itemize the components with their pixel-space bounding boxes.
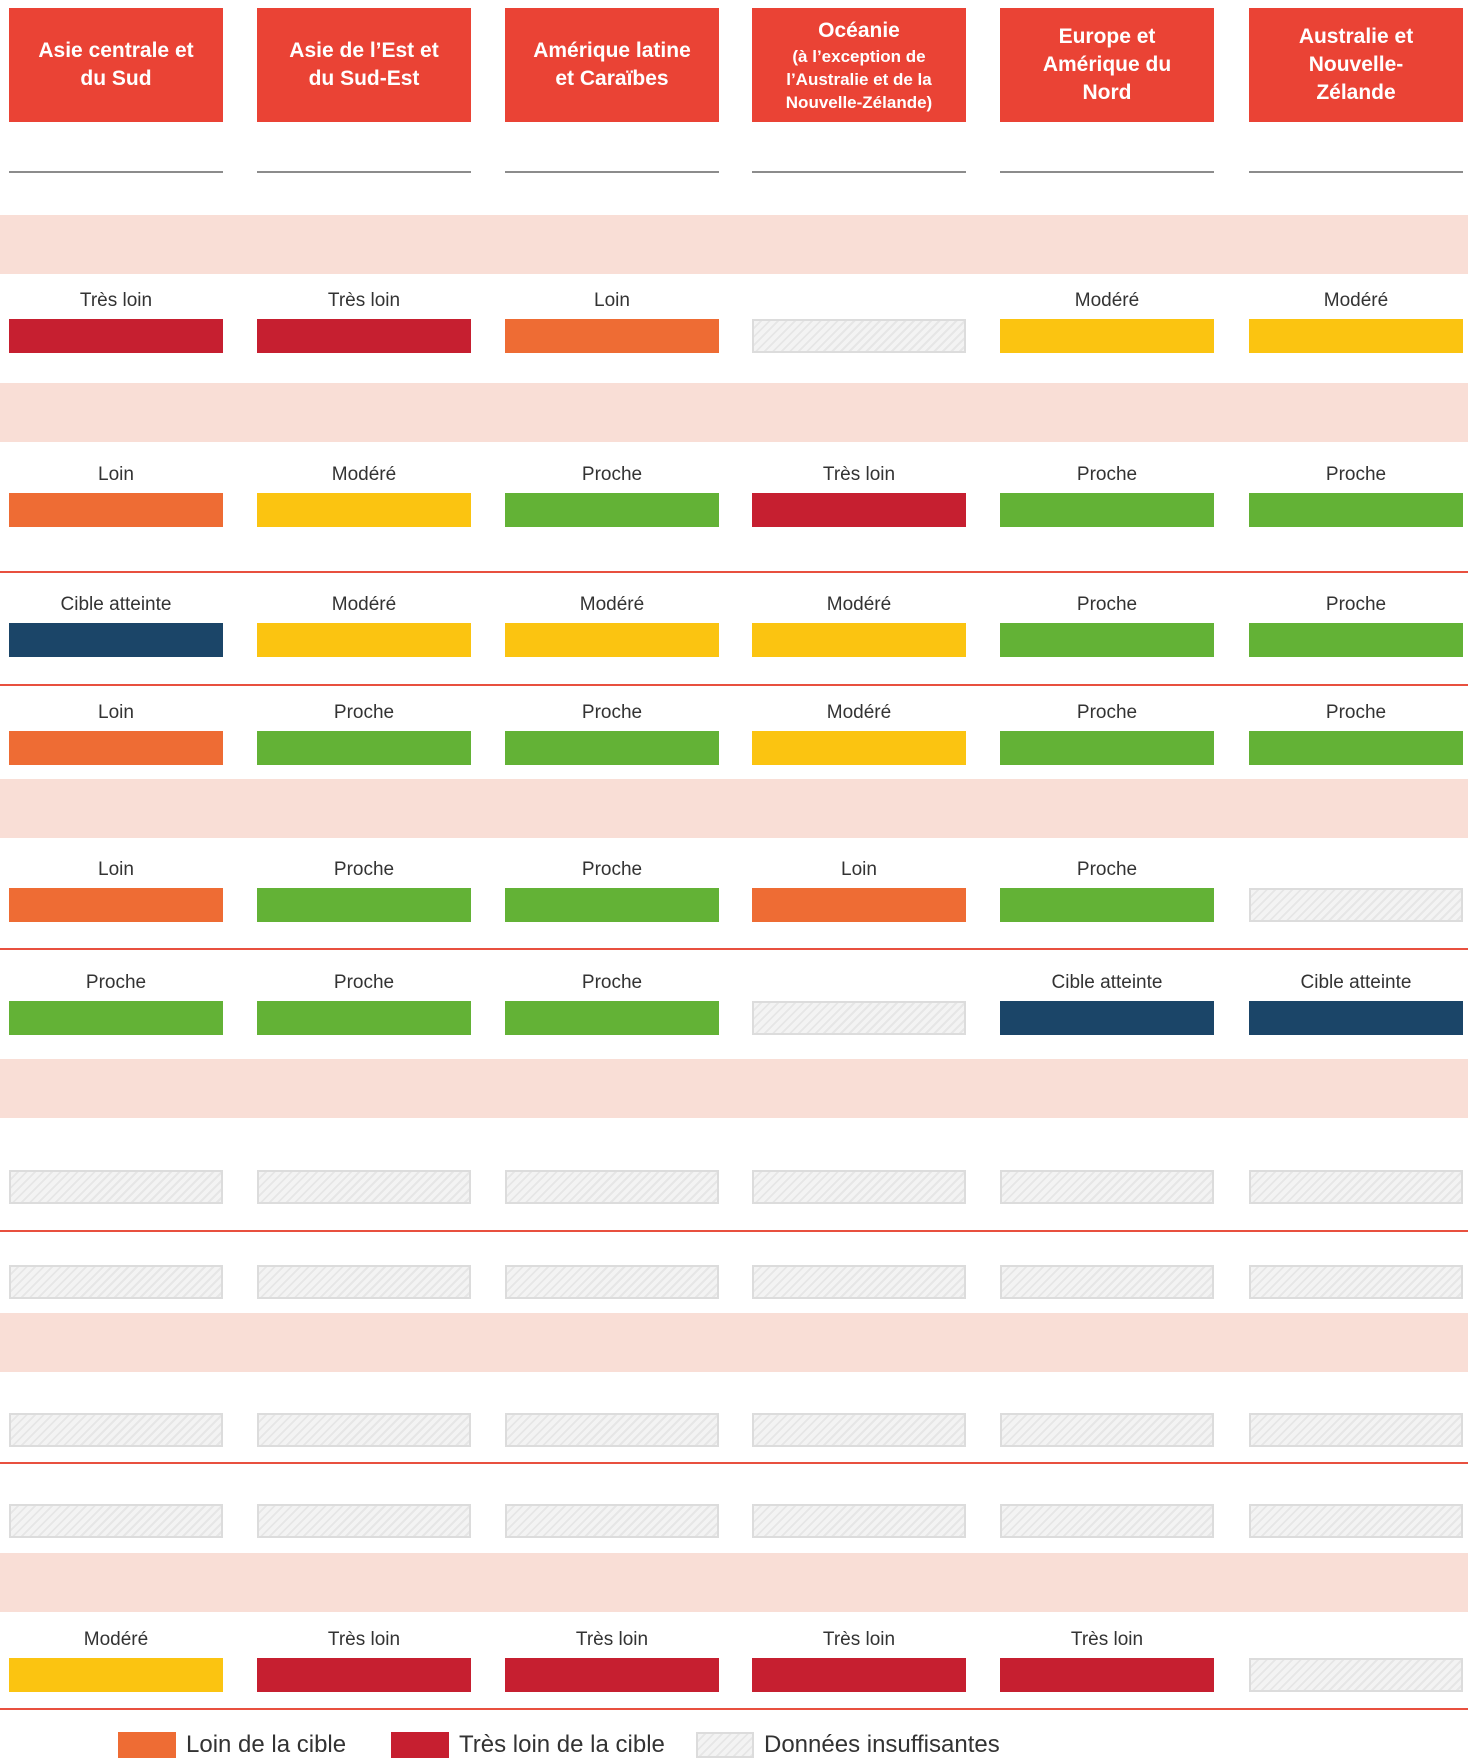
status-bar xyxy=(505,1170,719,1204)
status-bar xyxy=(9,623,223,657)
status-bar xyxy=(257,1504,471,1538)
column-header-line: Amérique latine xyxy=(533,39,691,62)
column-header-line: Amérique du xyxy=(1042,53,1172,76)
legend-swatch xyxy=(391,1732,449,1758)
status-label: Proche xyxy=(85,972,147,993)
column-header-line: Nouvelle-Zélande) xyxy=(785,92,933,112)
column-header-title: Océanie xyxy=(818,18,900,42)
status-label: Proche xyxy=(1076,594,1138,615)
status-bar xyxy=(257,493,471,527)
status-bar xyxy=(752,888,966,922)
status-bar xyxy=(752,493,966,527)
status-bar xyxy=(1249,731,1463,765)
status-label: Proche xyxy=(1325,702,1387,723)
status-label: Proche xyxy=(581,859,643,880)
status-bar xyxy=(9,1265,223,1299)
status-bar xyxy=(752,1001,966,1035)
column-header-line: du Sud-Est xyxy=(308,67,420,90)
status-bar xyxy=(1000,1413,1214,1447)
status-bar xyxy=(1000,1265,1214,1299)
status-label: Cible atteinte xyxy=(60,594,172,615)
status-label: Proche xyxy=(1325,464,1387,485)
status-bar xyxy=(257,888,471,922)
legend-item xyxy=(696,1732,1000,1758)
status-bar xyxy=(257,1265,471,1299)
status-bar xyxy=(1000,1170,1214,1204)
column-header-line: Nord xyxy=(1082,81,1132,104)
status-bar xyxy=(505,1658,719,1692)
status-bar xyxy=(257,731,471,765)
status-label: Très loin xyxy=(822,464,896,485)
status-bar xyxy=(505,1265,719,1299)
status-label: Proche xyxy=(1076,859,1138,880)
status-bar xyxy=(9,1170,223,1204)
status-label: Loin xyxy=(98,702,134,723)
status-bar xyxy=(1249,888,1463,922)
status-bar xyxy=(505,1504,719,1538)
legend-label: Loin de la cible xyxy=(186,1731,347,1758)
legend-item xyxy=(118,1732,346,1758)
status-bar xyxy=(257,1170,471,1204)
status-bar xyxy=(1000,731,1214,765)
column-header-line: Nouvelle- xyxy=(1308,53,1404,76)
status-bar xyxy=(1249,1413,1463,1447)
status-label: Très loin xyxy=(327,1629,401,1650)
status-bar xyxy=(505,888,719,922)
status-label: Proche xyxy=(1325,594,1387,615)
status-bar xyxy=(1000,493,1214,527)
status-bar xyxy=(752,1413,966,1447)
status-label: Loin xyxy=(98,464,134,485)
status-bar xyxy=(9,1001,223,1035)
status-label: Très loin xyxy=(79,290,153,311)
status-bar xyxy=(257,623,471,657)
status-bar xyxy=(1000,319,1214,353)
status-bar xyxy=(505,493,719,527)
status-label: Proche xyxy=(581,702,643,723)
legend-label: Très loin de la cible xyxy=(459,1731,665,1758)
status-bar xyxy=(752,1504,966,1538)
status-label: Modéré xyxy=(1323,290,1389,311)
status-bar xyxy=(9,731,223,765)
status-bar xyxy=(9,1504,223,1538)
status-bar xyxy=(505,319,719,353)
status-label: Cible atteinte xyxy=(1051,972,1163,993)
status-bar xyxy=(752,731,966,765)
status-bar xyxy=(1249,1001,1463,1035)
status-bar xyxy=(1249,1504,1463,1538)
status-bar xyxy=(1249,1265,1463,1299)
status-label: Modéré xyxy=(826,594,892,615)
column-header-line: Asie centrale et xyxy=(38,39,194,62)
status-bar xyxy=(505,623,719,657)
status-bar xyxy=(1249,319,1463,353)
status-bar xyxy=(1249,623,1463,657)
status-label: Modéré xyxy=(331,594,397,615)
status-bar xyxy=(1000,1504,1214,1538)
status-bar xyxy=(257,319,471,353)
legend-label: Données insuffisantes xyxy=(764,1731,1000,1758)
status-bar xyxy=(505,1001,719,1035)
status-bar xyxy=(9,888,223,922)
status-bar xyxy=(9,1413,223,1447)
column-header-line: Europe et xyxy=(1058,25,1156,48)
status-label: Loin xyxy=(841,859,877,880)
status-label: Modéré xyxy=(331,464,397,485)
legend-swatch xyxy=(696,1732,754,1758)
status-bar xyxy=(752,319,966,353)
status-bar xyxy=(505,1413,719,1447)
status-label: Proche xyxy=(1076,464,1138,485)
status-bar xyxy=(1249,493,1463,527)
column-header-line: l’Australie et de la xyxy=(786,69,932,89)
status-label: Proche xyxy=(581,464,643,485)
status-bar xyxy=(257,1413,471,1447)
status-bar xyxy=(1249,1658,1463,1692)
status-bar xyxy=(257,1658,471,1692)
status-bar xyxy=(505,731,719,765)
legend-swatch xyxy=(118,1732,176,1758)
status-bar xyxy=(752,623,966,657)
column-header-line: Zélande xyxy=(1316,81,1396,104)
status-bar xyxy=(1000,1658,1214,1692)
column-header-line: et Caraïbes xyxy=(555,67,669,90)
status-label: Très loin xyxy=(822,1629,896,1650)
status-bar xyxy=(9,1658,223,1692)
status-bar xyxy=(752,1265,966,1299)
status-label: Très loin xyxy=(1070,1629,1144,1650)
status-bar xyxy=(1000,1001,1214,1035)
status-bar xyxy=(752,1170,966,1204)
status-label: Loin xyxy=(98,859,134,880)
status-bar xyxy=(1249,1170,1463,1204)
column-header-line: Asie de l’Est et xyxy=(289,39,439,62)
status-label: Très loin xyxy=(327,290,401,311)
status-label: Proche xyxy=(1076,702,1138,723)
status-bar xyxy=(257,1001,471,1035)
column-header-line: Australie et xyxy=(1298,25,1414,48)
status-label: Cible atteinte xyxy=(1300,972,1412,993)
status-label: Proche xyxy=(333,972,395,993)
status-bar xyxy=(1000,888,1214,922)
status-bar xyxy=(9,319,223,353)
status-bar xyxy=(752,1658,966,1692)
status-label: Modéré xyxy=(826,702,892,723)
status-label: Proche xyxy=(333,702,395,723)
status-label: Modéré xyxy=(83,1629,149,1650)
status-label: Très loin xyxy=(575,1629,649,1650)
column-header-line: du Sud xyxy=(80,67,152,90)
status-label: Proche xyxy=(333,859,395,880)
status-label: Modéré xyxy=(1074,290,1140,311)
status-label: Proche xyxy=(581,972,643,993)
status-label: Loin xyxy=(594,290,630,311)
column-header-line: (à l’exception de xyxy=(792,46,926,66)
status-bar xyxy=(1000,623,1214,657)
legend xyxy=(0,1728,1468,1758)
status-bar xyxy=(9,493,223,527)
legend-item xyxy=(391,1732,665,1758)
status-label: Modéré xyxy=(579,594,645,615)
